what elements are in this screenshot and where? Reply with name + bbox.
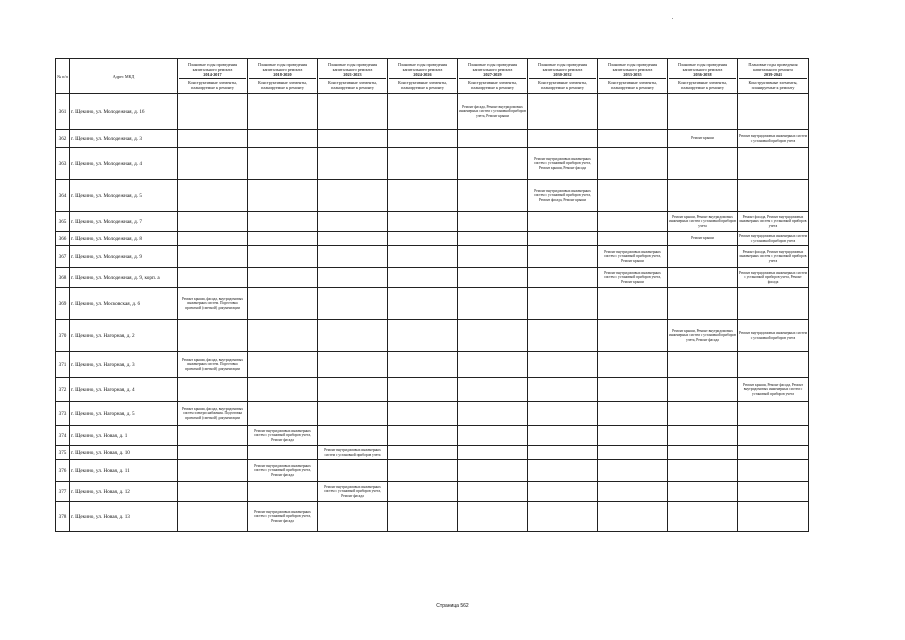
work-cell xyxy=(318,502,388,532)
work-cell: Ремонт внутридомовых инженерных систем с установкой приборов учета xyxy=(738,232,809,246)
header-period-title: Плановые годы проведения xyxy=(537,62,588,67)
row-address: г. Щекино, ул. Московская, д. 6 xyxy=(70,288,178,320)
row-number: 365 xyxy=(56,212,70,232)
work-cell xyxy=(458,402,528,426)
work-cell xyxy=(598,320,668,352)
header-period-years: 2033-2035 xyxy=(623,72,642,77)
row-number: 361 xyxy=(56,94,70,130)
work-cell: Ремонт внутридомовых инженерных систем с установкой приборов учета, Ремонт фасада xyxy=(738,268,809,288)
work-cell xyxy=(318,180,388,212)
header-period-title-2: капитального ремонта xyxy=(402,67,443,72)
work-cell xyxy=(388,320,458,352)
work-cell: Ремонт крыши, фасада, внутридомовых систем электроснабжения. Подготовка проектной (сметной) документации xyxy=(178,402,248,426)
row-number: 375 xyxy=(56,446,70,460)
work-cell xyxy=(668,148,738,180)
work-cell xyxy=(668,482,738,502)
header-period-years: 2027-2029 xyxy=(483,72,502,77)
work-cell: Ремонт внутридомовых инженерных систем с установкой приборов учета, Ремонт крыши xyxy=(598,268,668,288)
work-cell xyxy=(668,378,738,402)
row-address: г. Щекино, ул. Нагорная, д. 2 xyxy=(70,320,178,352)
work-cell xyxy=(598,502,668,532)
table-row xyxy=(56,232,809,246)
work-cell xyxy=(178,130,248,148)
work-cell xyxy=(528,460,598,482)
work-cell xyxy=(248,180,318,212)
work-cell xyxy=(458,288,528,320)
work-cell xyxy=(598,130,668,148)
work-cell xyxy=(598,94,668,130)
table-row xyxy=(56,268,809,288)
work-cell xyxy=(388,460,458,482)
row-address: г. Щекино, ул. Новая, д. 12 xyxy=(70,482,178,502)
work-cell xyxy=(528,426,598,446)
header-address: Адрес МКД xyxy=(70,59,178,94)
work-cell xyxy=(248,94,318,130)
header-period-title-2: капитального ремонта xyxy=(262,67,303,72)
header-period-subtitle: Конструктивные элементы, планируемые к ремонту xyxy=(389,78,456,90)
work-cell xyxy=(458,148,528,180)
work-cell xyxy=(598,460,668,482)
header-period-title-2: капитального ремонта xyxy=(753,67,793,72)
work-cell xyxy=(738,460,809,482)
work-cell: Ремонт внутридомовых инженерных систем с установкой приборов учета, Ремонт крыши xyxy=(598,246,668,268)
work-cell xyxy=(248,232,318,246)
work-cell xyxy=(598,426,668,446)
work-cell xyxy=(598,402,668,426)
work-cell: Ремонт внутридомовых инженерных систем с установкой приборов учета xyxy=(738,130,809,148)
work-cell xyxy=(248,482,318,502)
row-address: г. Щекино, ул. Молодежная, д. 9, корп. а xyxy=(70,268,178,288)
work-cell xyxy=(598,232,668,246)
table-row xyxy=(56,246,809,268)
work-cell: Ремонт крыши, Ремонт фасада, Ремонт внутридомовых инженерных систем с установкой приборов учета xyxy=(738,378,809,402)
scan-speck xyxy=(672,18,673,19)
header-period-subtitle: Конструктивные элементы, планируемые к ремонту xyxy=(249,78,316,90)
work-cell xyxy=(738,180,809,212)
table-row xyxy=(56,378,809,402)
table-row xyxy=(56,288,809,320)
work-cell xyxy=(598,352,668,378)
work-cell xyxy=(318,130,388,148)
work-cell xyxy=(178,502,248,532)
work-cell xyxy=(598,288,668,320)
work-cell: Ремонт крыши, фасада, внутридомовых инженерных систем. Подготовка проектной (сметной) документации xyxy=(178,352,248,378)
work-cell xyxy=(318,352,388,378)
work-cell xyxy=(738,502,809,532)
row-address: г. Щекино, ул. Молодежная, д. 5 xyxy=(70,180,178,212)
header-period-title: Плановые годы проведения xyxy=(677,62,728,67)
work-cell xyxy=(388,502,458,532)
work-cell xyxy=(458,268,528,288)
page-number: Страница 562 xyxy=(436,603,469,609)
work-cell xyxy=(738,402,809,426)
header-period-9 xyxy=(738,59,809,94)
header-period-title: Плановые годы проведения xyxy=(327,62,378,67)
work-cell xyxy=(528,320,598,352)
work-cell xyxy=(248,246,318,268)
work-cell xyxy=(318,268,388,288)
work-cell xyxy=(318,378,388,402)
header-period-years: 2014-2017 xyxy=(203,72,222,77)
work-cell xyxy=(528,130,598,148)
work-cell xyxy=(528,402,598,426)
work-cell xyxy=(598,180,668,212)
row-number: 367 xyxy=(56,246,70,268)
table-row xyxy=(56,94,809,130)
row-address: г. Щекино, ул. Молодежная, д. 7 xyxy=(70,212,178,232)
work-cell: Ремонт внутридомовых инженерных систем с установкой приборов учета xyxy=(318,446,388,460)
work-cell: Ремонт внутридомовых инженерных систем с установкой приборов учета, Ремонт фасада xyxy=(318,482,388,502)
header-period-years: 2021-2023 xyxy=(343,72,362,77)
header-period-title-2: капитального ремонта xyxy=(542,67,583,72)
table-body xyxy=(56,94,809,532)
work-cell xyxy=(388,426,458,446)
header-period-title-2: капитального ремонта xyxy=(332,67,373,72)
header-period-years: 2024-2026 xyxy=(413,72,432,77)
work-cell xyxy=(318,320,388,352)
row-address: г. Щекино, ул. Молодежная, д. 4 xyxy=(70,148,178,180)
work-cell xyxy=(738,94,809,130)
row-number: 369 xyxy=(56,288,70,320)
header-period-title: Плановые годы проведения xyxy=(467,62,518,67)
header-period-years: 2039-2041 xyxy=(763,72,783,77)
header-period-2 xyxy=(248,59,318,94)
header-period-5 xyxy=(458,59,528,94)
row-number: 366 xyxy=(56,232,70,246)
work-cell xyxy=(528,246,598,268)
row-number: 371 xyxy=(56,352,70,378)
header-period-title: Плановые годы проведения xyxy=(257,62,308,67)
work-cell: Ремонт крыши, фасада, внутридомовых инженерных систем. Подготовка проектной (сметной) документации xyxy=(178,288,248,320)
work-cell xyxy=(178,212,248,232)
table-row xyxy=(56,426,809,446)
table-row xyxy=(56,212,809,232)
header-period-years: 2030-2032 xyxy=(553,72,572,77)
work-cell xyxy=(388,246,458,268)
work-cell xyxy=(178,94,248,130)
header-period-title: Плановые годы проведения xyxy=(748,62,798,67)
work-cell xyxy=(528,232,598,246)
work-cell xyxy=(528,212,598,232)
work-cell xyxy=(178,246,248,268)
work-cell xyxy=(668,460,738,482)
work-cell: Ремонт крыши xyxy=(668,130,738,148)
work-cell xyxy=(668,446,738,460)
work-cell: Ремонт внутридомовых инженерных систем с установкой приборов учета, Ремонт фасада xyxy=(248,426,318,446)
work-cell xyxy=(668,426,738,446)
row-address: г. Щекино, ул. Молодежная, д. 9 xyxy=(70,246,178,268)
row-number: 376 xyxy=(56,460,70,482)
work-cell: Ремонт внутридомовых инженерных систем с установкой приборов учета, Ремонт крыши, Ремонт фасада xyxy=(528,148,598,180)
work-cell xyxy=(248,402,318,426)
work-cell xyxy=(458,130,528,148)
work-cell xyxy=(668,352,738,378)
header-period-title-2: капитального ремонта xyxy=(472,67,513,72)
work-cell xyxy=(458,482,528,502)
work-cell xyxy=(388,212,458,232)
row-address: г. Щекино, ул. Новая, д. 13 xyxy=(70,502,178,532)
work-cell xyxy=(738,352,809,378)
work-cell xyxy=(388,446,458,460)
work-cell xyxy=(668,502,738,532)
work-cell xyxy=(668,94,738,130)
work-cell xyxy=(528,502,598,532)
work-cell xyxy=(248,288,318,320)
work-cell xyxy=(458,502,528,532)
work-cell xyxy=(178,232,248,246)
work-cell xyxy=(318,460,388,482)
work-cell xyxy=(598,446,668,460)
work-cell xyxy=(458,180,528,212)
work-cell xyxy=(248,320,318,352)
work-cell xyxy=(458,320,528,352)
work-cell: Ремонт крыши, Ремонт внутридомовых инженерных систем с установкой приборов учета, Ремонт фасада xyxy=(668,320,738,352)
table-row xyxy=(56,148,809,180)
work-cell xyxy=(458,378,528,402)
work-cell xyxy=(458,246,528,268)
work-cell xyxy=(248,446,318,460)
row-address: г. Щекино, ул. Новая, д. 10 xyxy=(70,446,178,460)
work-cell xyxy=(458,460,528,482)
work-cell xyxy=(178,482,248,502)
work-cell xyxy=(668,180,738,212)
work-cell xyxy=(388,352,458,378)
row-number: 373 xyxy=(56,402,70,426)
work-cell xyxy=(388,482,458,502)
work-cell: Ремонт фасада, Ремонт внутридомовых инженерных систем с установкой приборов учета, Ремонт крыши xyxy=(458,94,528,130)
row-address: г. Щекино, ул. Новая, д. 1 xyxy=(70,426,178,446)
capital-repair-table xyxy=(55,58,809,532)
work-cell xyxy=(738,482,809,502)
work-cell xyxy=(668,288,738,320)
work-cell xyxy=(528,446,598,460)
work-cell xyxy=(458,426,528,446)
row-number: 378 xyxy=(56,502,70,532)
row-address: г. Щекино, ул. Молодежная, д. 3 xyxy=(70,130,178,148)
work-cell xyxy=(598,482,668,502)
table-row xyxy=(56,446,809,460)
work-cell xyxy=(388,94,458,130)
work-cell xyxy=(738,426,809,446)
work-cell xyxy=(738,446,809,460)
header-period-years: 2036-2038 xyxy=(693,72,712,77)
work-cell xyxy=(598,148,668,180)
work-cell xyxy=(318,402,388,426)
row-number: 363 xyxy=(56,148,70,180)
row-address: г. Щекино, ул. Молодежная, д. 16 xyxy=(70,94,178,130)
header-period-title-2: капитального ремонта xyxy=(612,67,653,72)
row-number: 362 xyxy=(56,130,70,148)
header-period-years: 2018-2020 xyxy=(273,72,292,77)
work-cell xyxy=(388,288,458,320)
header-period-1 xyxy=(178,59,248,94)
work-cell xyxy=(318,232,388,246)
work-cell xyxy=(248,268,318,288)
row-address: г. Щекино, ул. Новая, д. 11 xyxy=(70,460,178,482)
row-number: 377 xyxy=(56,482,70,502)
work-cell xyxy=(388,232,458,246)
header-period-subtitle: Конструктивные элементы, планируемые к ремонту xyxy=(739,78,807,90)
row-number: 368 xyxy=(56,268,70,288)
header-period-subtitle: Конструктивные элементы, планируемые к ремонту xyxy=(529,78,596,90)
work-cell xyxy=(388,148,458,180)
header-period-subtitle: Конструктивные элементы, планируемые к ремонту xyxy=(319,78,386,90)
work-cell xyxy=(318,148,388,180)
header-period-subtitle: Конструктивные элементы, планируемые к ремонту xyxy=(179,78,246,90)
work-cell xyxy=(318,246,388,268)
table-row xyxy=(56,402,809,426)
work-cell xyxy=(668,402,738,426)
work-cell xyxy=(458,446,528,460)
row-number: 372 xyxy=(56,378,70,402)
work-cell xyxy=(388,130,458,148)
row-address: г. Щекино, ул. Нагорная, д. 5 xyxy=(70,402,178,426)
work-cell: Ремонт фасада, Ремонт внутридомовых инженерных систем с установкой приборов учета xyxy=(738,246,809,268)
table-row xyxy=(56,352,809,378)
work-cell: Ремонт внутридомовых инженерных систем с установкой приборов учета, Ремонт фасада xyxy=(248,460,318,482)
header-period-subtitle: Конструктивные элементы, планируемые к ремонту xyxy=(459,78,526,90)
header-period-4 xyxy=(388,59,458,94)
work-cell xyxy=(248,212,318,232)
work-cell xyxy=(178,268,248,288)
table-row xyxy=(56,180,809,212)
header-period-title: Плановые годы проведения xyxy=(187,62,238,67)
header-period-subtitle: Конструктивные элементы, планируемые к ремонту xyxy=(599,78,666,90)
header-period-7 xyxy=(598,59,668,94)
work-cell xyxy=(668,246,738,268)
work-cell xyxy=(528,268,598,288)
work-cell xyxy=(178,320,248,352)
work-cell xyxy=(458,212,528,232)
work-cell: Ремонт внутридомовых инженерных систем с установкой приборов учета xyxy=(738,320,809,352)
work-cell xyxy=(248,378,318,402)
work-cell: Ремонт внутридомовых инженерных систем с установкой приборов учета, Ремонт фасада xyxy=(248,502,318,532)
row-address: г. Щекино, ул. Молодежная, д. 8 xyxy=(70,232,178,246)
work-cell xyxy=(318,212,388,232)
header-period-title-2: капитального ремонта xyxy=(682,67,723,72)
row-number: 364 xyxy=(56,180,70,212)
work-cell xyxy=(178,460,248,482)
work-cell: Ремонт крыши xyxy=(668,232,738,246)
work-cell xyxy=(248,352,318,378)
work-cell xyxy=(528,94,598,130)
header-row xyxy=(56,59,809,94)
header-period-8 xyxy=(668,59,738,94)
work-cell xyxy=(318,426,388,446)
work-cell xyxy=(388,180,458,212)
work-cell xyxy=(528,482,598,502)
work-cell xyxy=(248,148,318,180)
work-cell xyxy=(528,378,598,402)
header-period-3 xyxy=(318,59,388,94)
row-number: 374 xyxy=(56,426,70,446)
header-period-subtitle: Конструктивные элементы, планируемые к ремонту xyxy=(669,78,736,90)
work-cell xyxy=(458,352,528,378)
work-cell: Ремонт крыши, Ремонт внутридомовых инженерных систем с установкой приборов учета xyxy=(668,212,738,232)
header-num: № п/п xyxy=(56,59,70,94)
work-cell xyxy=(388,402,458,426)
work-cell xyxy=(598,378,668,402)
row-address: г. Щекино, ул. Нагорная, д. 4 xyxy=(70,378,178,402)
work-cell xyxy=(248,130,318,148)
row-address: г. Щекино, ул. Нагорная, д. 3 xyxy=(70,352,178,378)
work-cell: Ремонт внутридомовых инженерных систем с установкой приборов учета, Ремонт фасада, Ремонт крыши xyxy=(528,180,598,212)
work-cell xyxy=(528,288,598,320)
work-cell xyxy=(528,352,598,378)
table-row xyxy=(56,320,809,352)
work-cell xyxy=(738,288,809,320)
work-cell xyxy=(668,268,738,288)
work-cell xyxy=(318,288,388,320)
work-cell xyxy=(318,94,388,130)
work-cell xyxy=(178,180,248,212)
work-cell xyxy=(388,378,458,402)
header-period-title: Плановые годы проведения xyxy=(607,62,658,67)
work-cell xyxy=(178,446,248,460)
work-cell xyxy=(178,426,248,446)
header-period-title-2: капитального ремонта xyxy=(192,67,233,72)
header-period-title: Плановые годы проведения xyxy=(397,62,448,67)
header-period-6 xyxy=(528,59,598,94)
work-cell xyxy=(178,148,248,180)
table-row xyxy=(56,460,809,482)
work-cell xyxy=(738,148,809,180)
table-row xyxy=(56,502,809,532)
work-cell xyxy=(178,378,248,402)
table-row xyxy=(56,482,809,502)
work-cell: Ремонт фасада, Ремонт внутридомовых инженерных систем с установкой приборов учета xyxy=(738,212,809,232)
work-cell xyxy=(458,232,528,246)
table-row xyxy=(56,130,809,148)
row-number: 370 xyxy=(56,320,70,352)
work-cell xyxy=(388,268,458,288)
work-cell xyxy=(598,212,668,232)
